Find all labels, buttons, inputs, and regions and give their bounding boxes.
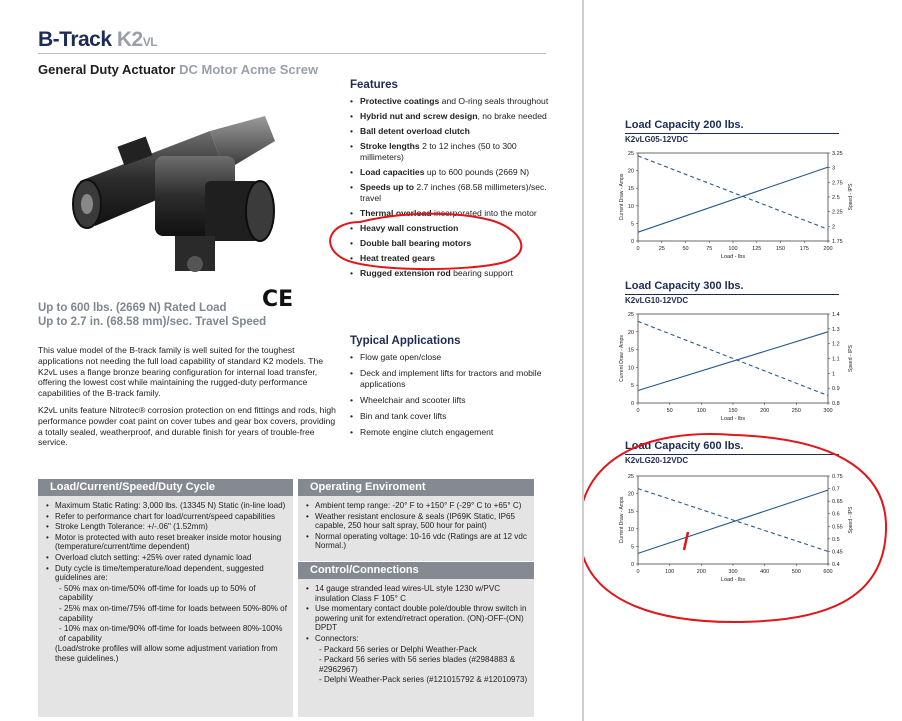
y-tick-label: 25: [627, 151, 634, 157]
feature-name: Heat treated gears: [360, 253, 435, 263]
x-tick-label: 500: [791, 569, 801, 575]
y-tick-label: 20: [627, 168, 634, 175]
y2-tick-label: 3: [832, 165, 836, 172]
spec-item: • Use momentary contact double pole/double throw switch in powering unit for extend/retract operation. (ON)-OFF-(ON) DPDT: [306, 604, 528, 633]
feature-detail: , no brake needed: [477, 111, 547, 121]
y2-axis-label: Speed - IPS: [848, 183, 854, 211]
x-tick-label: 125: [752, 246, 762, 252]
y-axis-label: Current Draw - Amps: [619, 496, 625, 544]
spec-sub-item: - Packard 56 series or Delphi Weather-Pack: [319, 644, 477, 654]
rated-load: Up to 600 lbs. (2669 N) Rated Load: [38, 302, 227, 314]
x-axis-label: Load - lbs: [720, 577, 746, 583]
current-series-line: [638, 332, 828, 391]
travel-speed: Up to 2.7 in. (68.58 mm)/sec. Travel Speed: [38, 316, 267, 328]
y-tick-label: 25: [627, 312, 634, 318]
y-tick-label: 0: [630, 401, 634, 407]
feature-detail: 2.7 inches (68.58 millimeters)/sec. travel: [360, 182, 547, 203]
feature-item: [350, 253, 550, 264]
spec-item: • Duty cycle is time/temperature/load dependent, suggested guidelines are:: [46, 564, 287, 583]
product-description: [38, 345, 338, 454]
spec-item: • Stroke Length Tolerance: +/-.06" (1.52mm): [46, 522, 287, 532]
chart-title: Load Capacity 300 lbs.: [625, 280, 744, 292]
y-tick-label: 15: [627, 186, 634, 193]
spec-sub-item: - 10% max on-time/90% off-time for loads between 80%-100% of capability: [59, 624, 283, 643]
description-paragraph: K2vL units feature Nitrotec® corrosion protection on end fittings and rods, high performance powder coat paint on cover tubes and gear box covers, providing a totally sealed, weatherproof, and durable finish for years of trouble-free service.: [38, 404, 336, 448]
y-tick-label: 20: [627, 491, 634, 498]
load-spec-list: [46, 501, 287, 664]
feature-name: Speeds up to: [360, 182, 414, 192]
y2-tick-label: 1: [832, 371, 836, 378]
application-item: • Wheelchair and scooter lifts: [350, 395, 550, 406]
y-tick-label: 20: [627, 329, 634, 336]
feature-item: [350, 111, 550, 122]
x-tick-label: 200: [823, 246, 833, 252]
spec-item: • Connectors:: [306, 634, 528, 644]
y-tick-label: 10: [627, 526, 634, 533]
x-tick-label: 0: [636, 408, 640, 414]
spec-item: • Ambient temp range: -20° F to +150° F (-29° C to +65° C): [306, 501, 528, 511]
y2-tick-label: 1.1: [832, 356, 840, 363]
current-series-line: [638, 167, 828, 232]
y2-tick-label: 0.9: [832, 386, 840, 393]
y2-tick-label: 1.4: [832, 312, 840, 318]
spec-item: • Weather resistant enclosure & seals (IP69K Static, IP65 capable, 250 hour salt spray, 500 hour for paint): [306, 512, 528, 531]
application-item: • Deck and implement lifts for tractors and mobile applications: [350, 368, 550, 390]
spec-item: • Maximum Static Rating: 3,000 lbs. (13345 N) Static (in-line load): [46, 501, 287, 511]
feature-detail: 2 to 12 inches (50 to 300 millimeters): [360, 141, 517, 162]
current-series-line: [638, 490, 828, 553]
rated-load-specs: [38, 301, 266, 329]
feature-name: Double ball bearing motors: [360, 238, 472, 248]
y-tick-label: 5: [630, 383, 634, 390]
x-tick-label: 100: [728, 246, 738, 252]
y2-tick-label: 2.75: [832, 180, 843, 187]
y2-tick-label: 0.8: [832, 401, 840, 407]
feature-detail: and O-ring seals throughout: [439, 96, 549, 106]
speed-series-line: [638, 321, 828, 395]
y2-tick-label: 3.25: [832, 151, 843, 157]
feature-name: Rugged extension rod: [360, 268, 451, 278]
application-item: • Remote engine clutch engagement: [350, 427, 550, 438]
panel-header: Control/Connections: [298, 562, 534, 579]
feature-item: [350, 268, 550, 279]
charts-canvas: [584, 0, 902, 721]
chart-model: K2vLG20-12VDC: [625, 456, 689, 465]
spec-item: • Overload clutch setting: +25% over rated dynamic load: [46, 553, 287, 563]
y2-tick-label: 2.5: [832, 195, 840, 201]
y2-tick-label: 1.75: [832, 239, 843, 245]
x-tick-label: 100: [665, 569, 675, 575]
spec-item: • Refer to performance chart for load/current/speed capabilities: [46, 512, 287, 522]
feature-detail: up to 600 pounds (2669 N): [424, 167, 530, 177]
y-tick-label: 10: [627, 203, 634, 210]
load-current-panel: [38, 479, 293, 717]
description-paragraph: This value model of the B-track family is well suited for the toughest applications not needing the full load capability of standard K2 models. The K2vL uses a flange bronze bearing configuration for internal load transfer, offering the lowest cost while maintaining the rugged-duty performance capabilities of the B-track family.: [38, 345, 324, 399]
application-item: • Bin and tank cover lifts: [350, 411, 550, 422]
x-tick-label: 25: [658, 246, 665, 252]
y2-tick-label: 0.55: [832, 524, 843, 531]
control-spec-list: [306, 584, 528, 685]
features-list: [350, 96, 550, 283]
feature-item: [350, 167, 550, 178]
x-tick-label: 0: [636, 246, 640, 252]
chart-title: Load Capacity 200 lbs.: [625, 119, 744, 131]
x-axis-label: Load - lbs: [720, 254, 746, 260]
feature-name: Thermal overload: [360, 208, 432, 218]
application-item: • Flow gate open/close: [350, 352, 550, 363]
x-axis-label: Load - lbs: [720, 416, 746, 422]
y-tick-label: 0: [630, 562, 634, 568]
y-tick-label: 15: [627, 347, 634, 354]
spec-item: • Motor is protected with auto reset breaker inside motor housing (temperature/current/time dependent): [46, 533, 287, 552]
feature-name: Protective coatings: [360, 96, 440, 106]
plot-frame: [638, 153, 828, 241]
y-tick-label: 5: [630, 544, 634, 551]
x-tick-label: 250: [791, 408, 801, 414]
features-heading: Features: [350, 79, 398, 91]
y2-tick-label: 1.2: [832, 341, 840, 348]
y2-tick-label: 0.75: [832, 474, 843, 480]
feature-name: Hybrid nut and screw design: [360, 111, 478, 121]
spec-sub-item: - 25% max on-time/75% off-time for loads between 50%-80% of capability: [59, 603, 287, 623]
feature-item: [350, 223, 550, 234]
x-tick-label: 300: [823, 408, 833, 414]
y2-tick-label: 0.7: [832, 486, 840, 493]
ce-mark-logo: CE: [262, 287, 294, 312]
y2-tick-label: 0.5: [832, 536, 840, 543]
spec-item: • Normal operating voltage: 10-16 vdc (Ratings are at 12 vdc Normal.): [306, 532, 528, 551]
feature-detail: incorporated into the motor: [431, 208, 537, 218]
y2-axis-label: Speed - IPS: [848, 506, 854, 534]
y-tick-label: 0: [630, 239, 634, 245]
y-tick-label: 10: [627, 365, 634, 372]
brand-name: B-Track: [38, 28, 112, 51]
title-divider: [38, 53, 546, 54]
chart-model: K2vLG05-12VDC: [625, 135, 689, 144]
y-axis-label: Current Draw - Amps: [619, 335, 625, 382]
right-page: [584, 0, 902, 721]
feature-item: [350, 238, 550, 249]
operating-spec-list: [306, 501, 528, 551]
product-subtitle: General Duty Actuator DC Motor Acme Screw: [38, 62, 319, 77]
feature-item: [350, 141, 550, 163]
spec-sub-item: - Delphi Weather-Pack series (#121015792 & #12010973): [319, 675, 528, 685]
y-tick-label: 25: [627, 474, 634, 480]
x-tick-label: 600: [823, 569, 833, 575]
x-tick-label: 150: [728, 408, 738, 414]
spec-item: • 14 gauge stranded lead wires-UL style 1230 w/PVC insulation Class F 105° C: [306, 584, 528, 603]
x-tick-label: 300: [728, 569, 738, 575]
feature-name: Heavy wall construction: [360, 223, 459, 233]
product-title: [38, 28, 157, 52]
model-name: K2VL: [116, 28, 158, 51]
operating-environment-panel: [298, 479, 534, 561]
panel-header: Operating Enviroment: [298, 479, 534, 496]
spec-sub-item: - 50% max on-time/50% off-time for loads up to 50% of capability: [59, 583, 256, 603]
panel-header: Load/Current/Speed/Duty Cycle: [38, 479, 293, 496]
y2-tick-label: 0.45: [832, 549, 843, 556]
feature-item: [350, 126, 550, 137]
y2-tick-label: 0.65: [832, 499, 843, 506]
actuator-photo: [60, 86, 320, 286]
feature-name: Load capacities: [360, 167, 425, 177]
x-tick-label: 75: [706, 246, 713, 252]
x-tick-label: 175: [799, 246, 809, 252]
x-tick-label: 150: [775, 246, 786, 252]
x-tick-label: 200: [760, 408, 770, 414]
feature-item: [350, 96, 550, 107]
speed-series-line: [638, 156, 828, 229]
feature-detail: bearing support: [450, 268, 513, 278]
y2-axis-label: Speed - IPS: [848, 345, 854, 372]
control-connections-panel: [298, 562, 534, 717]
x-tick-label: 200: [696, 569, 706, 575]
chart-model: K2vLG10-12VDC: [625, 296, 689, 305]
x-tick-label: 0: [636, 569, 640, 575]
y-axis-label: Current Draw - Amps: [619, 173, 625, 221]
x-tick-label: 100: [696, 408, 706, 414]
y2-tick-label: 2: [832, 224, 836, 231]
chart-title: Load Capacity 600 lbs.: [625, 440, 744, 452]
x-tick-label: 50: [666, 408, 673, 414]
applications-list: [350, 352, 550, 443]
x-tick-label: 400: [760, 569, 770, 575]
y2-tick-label: 0.4: [832, 562, 840, 568]
y-tick-label: 15: [627, 509, 634, 516]
applications-heading: Typical Applications: [350, 335, 461, 347]
spec-note: (Load/stroke profiles will allow some adjustment variation from these guidelines.): [55, 644, 278, 663]
feature-item: [350, 208, 550, 219]
speed-series-line: [638, 489, 828, 552]
y-tick-label: 5: [630, 221, 634, 228]
y2-tick-label: 2.25: [832, 209, 843, 216]
spec-sub-item: - Packard 56 series with 56 series blades (#2984883 & #2962967): [319, 655, 516, 674]
feature-name: Stroke lengths: [360, 141, 420, 151]
feature-item: [350, 182, 550, 204]
y2-tick-label: 0.6: [832, 511, 840, 518]
feature-name: Ball detent overload clutch: [360, 126, 470, 136]
y2-tick-label: 1.3: [832, 326, 840, 333]
x-tick-label: 50: [682, 246, 689, 252]
